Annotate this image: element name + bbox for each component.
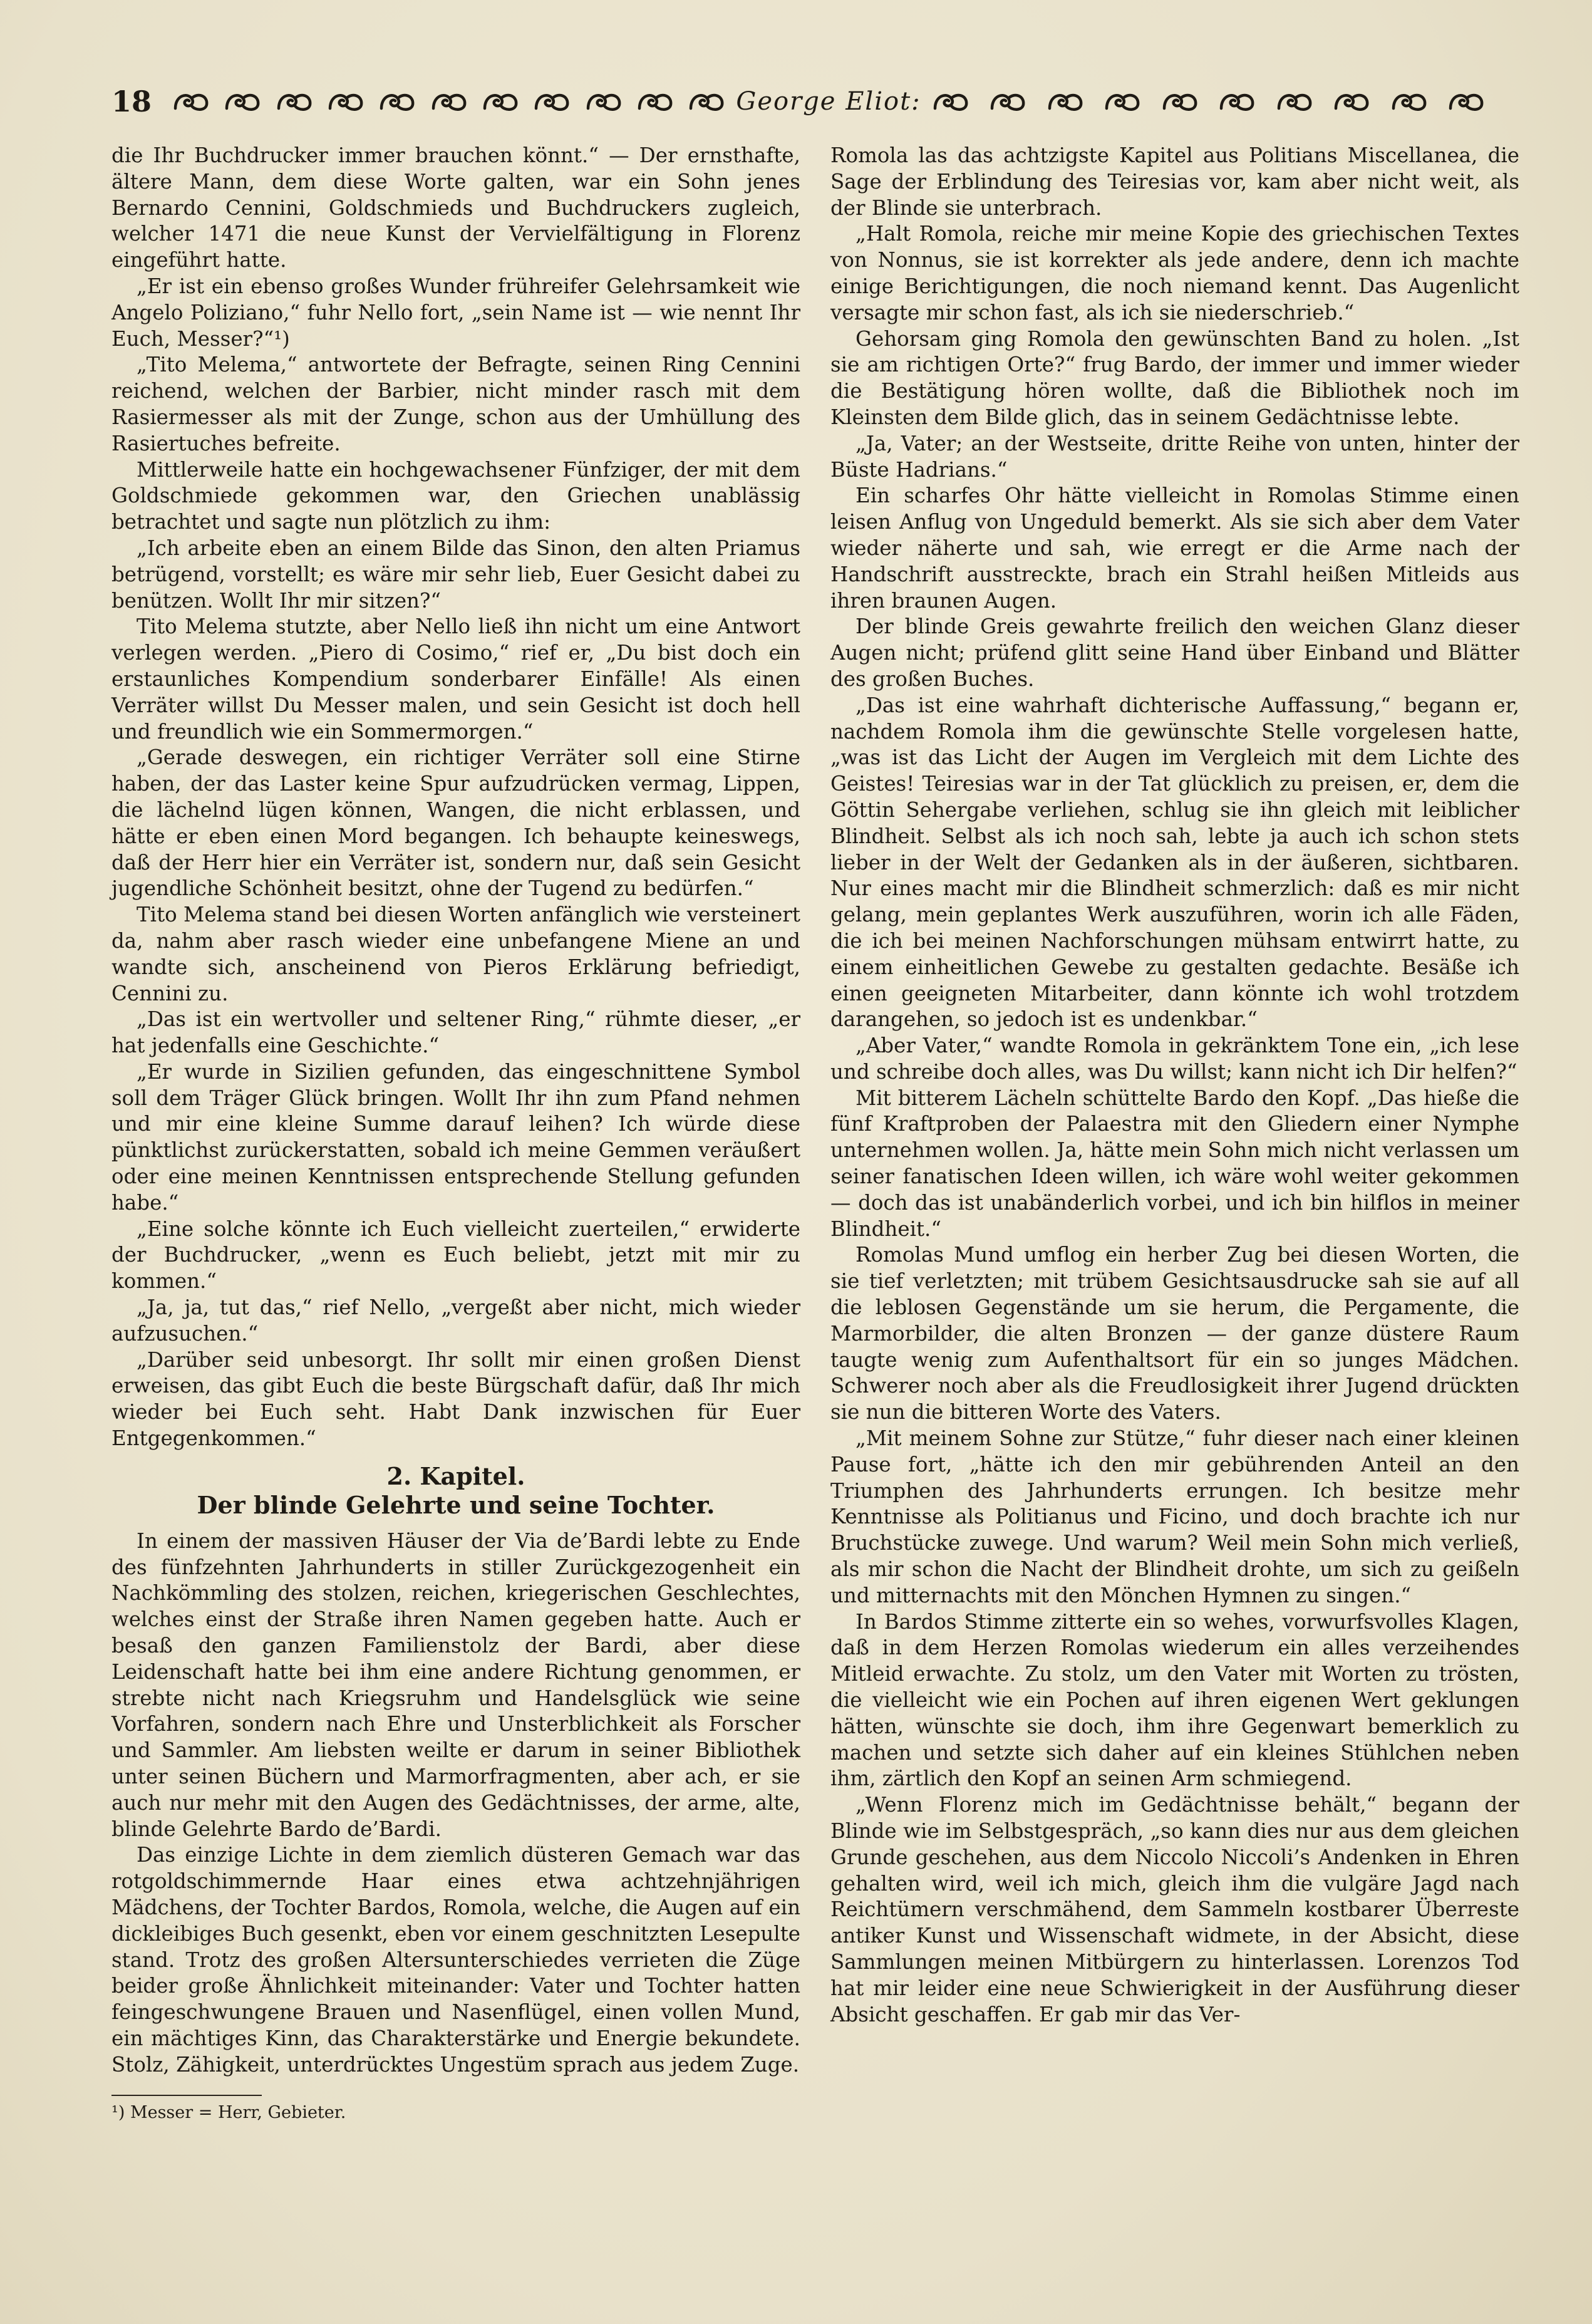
right-column <box>830 143 1519 2028</box>
paragraph: Romola las das achtzigste Kapitel aus Politians Miscellanea, die Sage der Erblindung des Teiresias vor, kam aber nicht weit, als der Blinde sie unterbrach. <box>830 143 1519 220</box>
header-ornament-left <box>173 89 725 114</box>
scroll-ornament-icon <box>534 90 570 113</box>
paragraph: „Ja, Vater; an der Westseite, dritte Reihe von unten, hinter der Büste Hadrians.“ <box>830 431 1519 482</box>
scroll-ornament-icon <box>688 90 725 113</box>
paragraph: In einem der massiven Häuser der Via de’Bardi lebte zu Ende des fünfzehnten Jahrhunderts in stiller Zurückgezogenheit ein Nachkömmling des stolzen, reichen, kriegerischen Geschlechtes, welches einst der Straße ihren Namen gegeben hatte. Auch er besaß den ganzen Familienstolz der Bardi, aber diese Leidenschaft hatte bei ihm eine andere Richtung genommen, er strebte nicht nach Kriegsruhm und Handelsglück wie seine Vorfahren, sondern nach Ehre und Unsterblichkeit als Forscher und Sammler. Am liebsten weilte er darum in seiner Bibliothek unter seinen Büchern und Marmorfragmenten, aber ach, er sie auch nur mehr mit den Augen des Gedächtnisses, der arme, alte, blinde Gelehrte Bardo de’Bardi. <box>111 1528 800 1841</box>
paragraph: „Das ist eine wahrhaft dichterische Auffassung,“ begann er, nachdem Romola ihm die gewünschte Stelle vorgelesen hatte, „was ist das Licht der Augen im Vergleich mit dem Lichte des Geistes! Teiresias war in der Tat glücklich zu preisen, er, dem die Göttin Sehergabe verliehen, schlug sie ihn gleich mit leiblicher Blindheit. Selbst als ich noch sah, lebte ja auch ich schon stets lieber in der Welt der Gedanken als in der äußeren, sichtbaren. Nur eines macht mir die Blindheit schmerzlich: daß es mir nicht gelang, mein geplantes Werk auszuführen, worin ich alle Fäden, die ich bei meinen Nachforschungen mühsam entwirrt hatte, zu einem einheitlichen Gewebe zu gestalten gedachte. Besäße ich einen geeigneten Mitarbeiter, dann könnte ich wohl trotzdem darangehen, so jedoch ist es undenkbar.“ <box>830 693 1519 1032</box>
chapter-number: 2. Kapitel. <box>386 1461 525 1490</box>
scroll-ornament-icon <box>276 90 313 113</box>
scroll-ornament-icon <box>1162 90 1198 113</box>
scroll-ornament-icon <box>1047 90 1083 113</box>
paragraph: „Halt Romola, reiche mir meine Kopie des griechischen Textes von Nonnus, sie ist korrekter als jede andere, denn ich machte einige Berichtigungen, die noch niemand kennt. Das Augenlicht versagte mir schon fast, als ich sie niederschrieb.“ <box>830 222 1519 324</box>
paragraph: Gehorsam ging Romola den gewünschten Band zu holen. „Ist sie am richtigen Orte?“ frug Bardo, der immer und immer wieder die Bestätigung hören wollte, daß die Bibliothek noch im Kleinsten dem Bilde glich, das in seinem Gedächtnisse lebte. <box>830 326 1519 429</box>
paragraph: Mit bitterem Lächeln schüttelte Bardo den Kopf. „Das hieße die fünf Kraftproben der Palaestra mit den Gliedern einer Nymphe unternehmen wollen. Ja, hätte mein Sohn mich nicht verlassen um seiner fanatischen Ideen willen, ich wäre wohl weiter gekommen — doch das ist unabänderlich vorbei, und ich bin hilflos in meiner Blindheit.“ <box>830 1086 1519 1241</box>
scroll-ornament-icon <box>173 90 209 113</box>
scroll-ornament-icon <box>1333 90 1370 113</box>
scroll-ornament-icon <box>431 90 467 113</box>
paragraph: „Darüber seid unbesorgt. Ihr sollt mir einen großen Dienst erweisen, das gibt Euch die beste Bürgschaft dafür, daß Ihr mich wieder bei Euch seht. Habt Dank inzwischen für Euer Entgegenkommen.“ <box>111 1347 800 1451</box>
scroll-ornament-icon <box>379 90 415 113</box>
paragraph: Ein scharfes Ohr hätte vielleicht in Romolas Stimme einen leisen Anflug von Ungeduld bemerkt. Als sie sich aber dem Vater wieder näherte und sah, wie erregt er die Arme nach der Handschrift ausstreckte, brach ein Strahl heißen Mitleids aus ihren braunen Augen. <box>830 484 1519 613</box>
paragraph: Tito Melema stand bei diesen Worten anfänglich wie versteinert da, nahm aber rasch wieder eine unbefangene Miene an und wandte sich, anscheinend von Pieros Erklärung befriedigt, Cennini zu. <box>111 903 800 1005</box>
scroll-ornament-icon <box>1448 90 1484 113</box>
paragraph: „Eine solche könnte ich Euch vielleicht zuerteilen,“ erwiderte der Buchdrucker, „wenn es Euch beliebt, jetzt mit mir zu kommen.“ <box>111 1216 800 1294</box>
chapter-title: Der blinde Gelehrte und seine Tochter. <box>197 1490 715 1519</box>
paragraph: In Bardos Stimme zitterte ein so wehes, vorwurfsvolles Klagen, daß in dem Herzen Romolas wiederum ein alles verzeihendes Mitleid erwachte. Zu stolz, um den Vater mit Worten zu trösten, die vielleicht wie ein Pochen auf ihren eigenen Wert geklungen hätten, wünschte sie doch, ihm ihre Gegenwart bemerklich zu machen und setzte sich daher auf ein kleines Stühlchen neben ihm, zärtlich den Kopf an seinen Arm schmiegend. <box>830 1609 1519 1791</box>
left-column <box>111 143 800 2124</box>
paragraph: „Er ist ein ebenso großes Wunder frühreifer Gelehrsamkeit wie Angelo Poliziano,“ fuhr Nello fort, „sein Name ist — wie nennt Ihr Euch, Messer?“¹) <box>111 274 800 351</box>
paragraph: „Er wurde in Sizilien gefunden, das eingeschnittene Symbol soll dem Träger Glück bringen. Wollt Ihr ihn zum Pfand nehmen und mir eine kleine Summe darauf leihen? Ich würde diese pünktlichst zurückerstatten, sobald ich meine Gemmen veräußert oder eine meinen Kenntnissen entsprechende Stellung gefunden habe.“ <box>111 1059 800 1215</box>
scroll-ornament-icon <box>328 90 364 113</box>
scroll-ornament-icon <box>1104 90 1140 113</box>
paragraph: „Gerade deswegen, ein richtiger Verräter soll eine Stirne haben, der das Laster keine Spur aufzudrücken vermag, Lippen, die lächelnd lügen können, Wangen, die nicht erblassen, und hätte er eben einen Mord begangen. Ich behaupte keineswegs, daß der Herr hier ein Verräter ist, sondern nur, daß sein Gesicht jugendliche Schönheit besitzt, ohne der Tugend zu bedürfen.“ <box>111 745 800 901</box>
paragraph: „Wenn Florenz mich im Gedächtnisse behält,“ begann der Blinde wie im Selbstgespräch, „so kann dies nur aus dem gleichen Grunde geschehen, aus dem Niccolo Niccoli’s Andenken in Ehren gehalten wird, weil ich mich, gleich ihm die vulgäre Jagd nach Reichtümern verschmähend, dem Sammeln kostbarer Überreste antiker Kunst und Wissenschaft widmete, in der Absicht, diese Sammlungen meinen Mitbürgern zu hinterlassen. Lorenzos Tod hat mir leider eine neue Schwierigkeit in der Ausführung dieser Absicht geschaffen. Er gab mir das Ver- <box>830 1793 1519 2026</box>
header-ornament-right <box>933 89 1484 114</box>
scroll-ornament-icon <box>482 90 519 113</box>
paragraph: „Ja, ja, tut das,“ rief Nello, „vergeßt aber nicht, mich wieder aufzusuchen.“ <box>111 1295 800 1346</box>
scroll-ornament-icon <box>637 90 673 113</box>
paragraph: Romolas Mund umflog ein herber Zug bei diesen Worten, die sie tief verletzten; mit trübem Gesichtsausdrucke sah sie auf all die leblosen Gegenstände um sie herum, die Pergamente, die Marmorbilder, die alten Bronzen — der ganze düstere Raum taugte wenig zum Aufenthaltsort für ein so junges Mädchen. Schwerer noch aber als die Freudlosigkeit ihrer Jugend drückten sie nun die bitteren Worte des Vaters. <box>830 1243 1519 1424</box>
paragraph: „Das ist ein wertvoller und seltener Ring,“ rühmte dieser, „er hat jedenfalls eine Geschichte.“ <box>111 1007 800 1058</box>
paragraph: Mittlerweile hatte ein hochgewachsener Fünfziger, der mit dem Goldschmiede gekommen war, den Griechen unablässig betrachtet und sagte nun plötzlich zu ihm: <box>111 457 800 534</box>
scroll-ornament-icon <box>586 90 622 113</box>
paragraph: „Ich arbeite eben an einem Bilde das Sinon, den alten Priamus betrügend, vorstellt; es wäre mir sehr lieb, Euer Gesicht dabei zu benützen. Wollt Ihr mir sitzen?“ <box>111 536 800 613</box>
paragraph: „Aber Vater,“ wandte Romola in gekränktem Tone ein, „ich lese und schreibe doch alles, was Du willst; kann nicht ich Dir helfen?“ <box>830 1034 1519 1084</box>
page-header <box>111 81 1496 122</box>
scroll-ornament-icon <box>990 90 1026 113</box>
scroll-ornament-icon <box>933 90 969 113</box>
paragraph: Der blinde Greis gewahrte freilich den weichen Glanz dieser Augen nicht; prüfend glitt seine Hand über Einband und Blätter des großen Buches. <box>830 615 1519 691</box>
paragraph: die Ihr Buchdrucker immer brauchen könnt.“ — Der ernsthafte, ältere Mann, dem diese Worte galten, war ein Sohn jenes Bernardo Cennini, Goldschmieds und Buchdruckers zugleich, welcher 1471 die neue Kunst der Vervielfältigung in Florenz eingeführt hatte. <box>111 143 800 272</box>
paragraph: „Mit meinem Sohne zur Stütze,“ fuhr dieser nach einer kleinen Pause fort, „hätte ich den mir gebührenden Anteil an den Triumphen des Jahrhunderts errungen. Ich besitze mehr Kenntnisse als Politianus und Ficino, und doch brachte ich nur Bruchstücke zuwege. Und warum? Weil mein Sohn mich verließ, als mir schon die Nacht der Blindheit drohte, um sich zu geißeln und mitternachts mit den Mönchen Hymnen zu singen.“ <box>830 1426 1519 1607</box>
scroll-ornament-icon <box>1276 90 1313 113</box>
footnote-divider <box>111 2095 262 2096</box>
scroll-ornament-icon <box>224 90 261 113</box>
chapter-heading <box>111 1462 800 1520</box>
paragraph: Das einzige Lichte in dem ziemlich düsteren Gemach war das rotgoldschimmernde Haar eines etwa achtzehnjährigen Mädchens, der Tochter Bardos, Romola, welche, die Augen auf ein dickleibiges Buch gesenkt, eben vor einem geschnitzten Lesepulte stand. Trotz des großen Altersunterschiedes verrieten die Züge beider große Ähnlichkeit miteinander: Vater und Tochter hatten feingeschwungene Brauen und Nasenflügel, einen vollen Mund, ein mächtiges Kinn, das Charakterstärke und Energie bekundete. Stolz, Zähigkeit, unterdrücktes Ungestüm sprach aus jedem Zuge. <box>111 1843 800 2077</box>
footnote: ¹) Messer = Herr, Gebieter. <box>111 2102 346 2122</box>
page-number: 18 <box>111 85 152 118</box>
running-head: George Eliot: <box>736 87 921 116</box>
scroll-ornament-icon <box>1219 90 1255 113</box>
paragraph: „Tito Melema,“ antwortete der Befragte, seinen Ring Cennini reichend, welchen der Barbier, nicht minder rasch mit dem Rasiermesser als mit der Zunge, schon aus der Umhüllung des Rasiertuches befreite. <box>111 353 800 455</box>
paragraph: Tito Melema stutzte, aber Nello ließ ihn nicht um eine Antwort verlegen werden. „Piero di Cosimo,“ rief er, „Du bist doch ein erstaunliches Kompendium sonderbarer Einfälle! Als einen Verräter willst Du Messer malen, und sein Gesicht ist doch hell und freundlich wie ein Sommermorgen.“ <box>111 615 800 744</box>
scroll-ornament-icon <box>1391 90 1427 113</box>
